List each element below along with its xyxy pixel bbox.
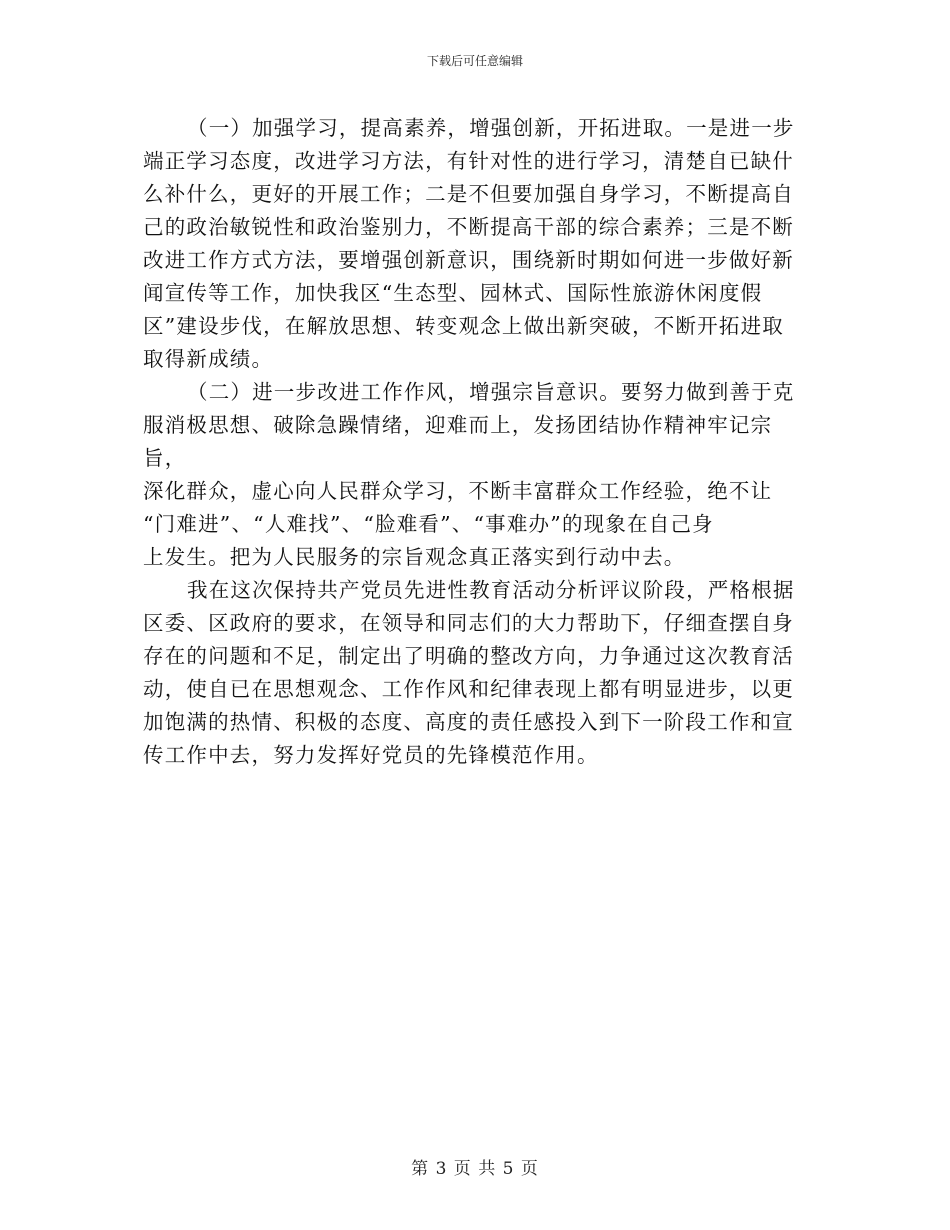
text-line: 改进工作方式方法，要增强创新意识，围绕新时期如何进一步做好新	[143, 248, 794, 272]
text-line: 动，使自已在思想观念、工作作风和纪律表现上都有明显进步，以更	[143, 677, 794, 701]
text-line: 加饱满的热情、积极的态度、高度的责任感投入到下一阶段工作和宣	[143, 710, 794, 734]
text-line: 闻宣传等工作，加快我区“生态型、园林式、国际性旅游休闲度假	[143, 281, 763, 305]
text-line: 己的政治敏锐性和政治鉴别力，不断提高干部的综合素养；三是不断	[143, 215, 794, 239]
text-line: 取得新成绩。	[143, 347, 274, 371]
paragraph	[143, 112, 809, 376]
page-header: 下载后可任意编辑	[426, 54, 523, 68]
paragraph	[143, 574, 809, 772]
text-line: 端正学习态度，改进学习方法，有针对性的进行学习，清楚自已缺什	[143, 149, 794, 173]
text-line: 存在的问题和不足，制定出了明确的整改方向，力争通过这次教育活	[143, 644, 794, 668]
text-line: 服消极思想、破除急躁情绪，迎难而上，发扬团结协作精神牢记宗旨，	[143, 413, 773, 470]
text-line: 传工作中去，努力发挥好党员的先锋模范作用。	[143, 743, 599, 767]
text-line: （一）加强学习，提高素养，增强创新，开拓进取。一是进一步	[187, 116, 795, 140]
text-line: 区”建设步伐，在解放思想、转变观念上做出新突破，不断开拓进取	[143, 314, 784, 338]
text-line: 么补什么，更好的开展工作；二是不但要加强自身学习，不断提高自	[143, 182, 794, 206]
paragraph	[143, 376, 809, 574]
text-line: “门难进”、“人难找”、“脸难看”、“事难办”的现象在自己身	[143, 512, 714, 536]
text-line: （二）进一步改进工作作风，增强宗旨意识。要努力做到善于克	[187, 380, 795, 404]
text-line: 深化群众，虚心向人民群众学习，不断丰富群众工作经验，绝不让	[143, 479, 773, 503]
text-line: 我在这次保持共产党员先进性教育活动分析评议阶段，严格根据	[187, 578, 795, 602]
page-number: 第 3 页 共 5 页	[411, 1159, 539, 1179]
text-line: 上发生。把为人民服务的宗旨观念真正落实到行动中去。	[143, 545, 686, 569]
document-body	[143, 112, 809, 772]
text-line: 区委、区政府的要求，在领导和同志们的大力帮助下，仔细查摆自身	[143, 611, 794, 635]
